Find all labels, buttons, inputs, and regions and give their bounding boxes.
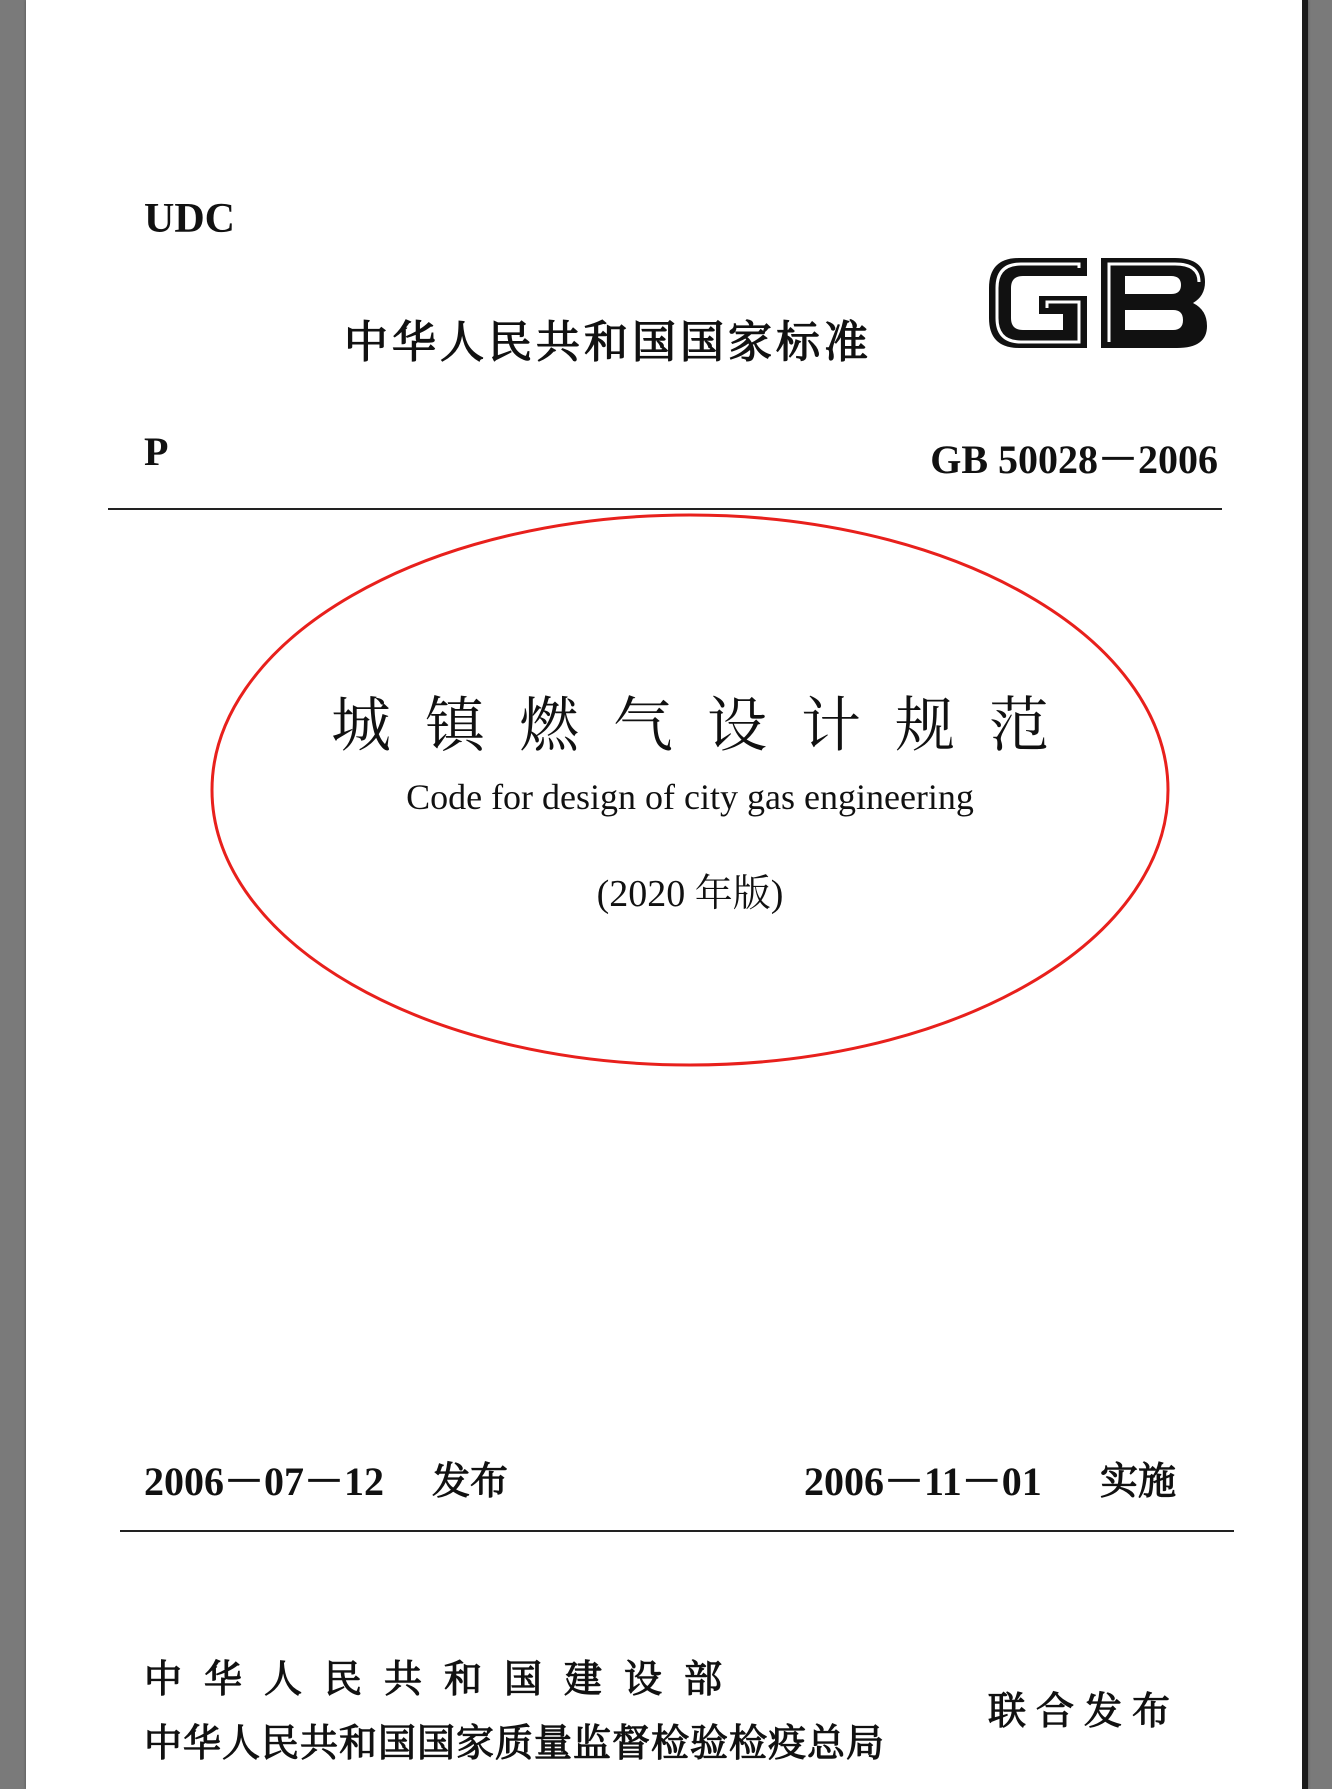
implementation-date: 2006－11－01 [804,1459,1042,1504]
gb-logo [979,248,1215,358]
footer-divider [120,1530,1234,1532]
publisher-ministry: 中华人民共和国建设部 [144,1657,745,1701]
header-divider [108,508,1222,510]
edition-label: (2020 年版) [596,873,784,915]
joint-publish-label: 联合发布 [988,1689,1181,1733]
implementation-label: 实施 [1100,1459,1177,1503]
title-english: Code for design of city gas engineering [406,777,974,817]
national-standard-heading: 中华人民共和国国家标准 [344,317,872,368]
title-chinese: 城镇燃气设计规范 [331,691,1083,761]
publisher-aqsiq: 中华人民共和国国家质量监督检验检疫总局 [144,1721,886,1765]
standard-number: GB 50028－2006 [930,437,1218,482]
issue-label: 发布 [432,1459,509,1503]
udc-label: UDC [144,196,235,242]
document-page [26,0,1308,1789]
issue-date: 2006－07－12 [144,1459,384,1504]
category-code: P [144,429,169,474]
page-edge [1302,0,1308,1789]
